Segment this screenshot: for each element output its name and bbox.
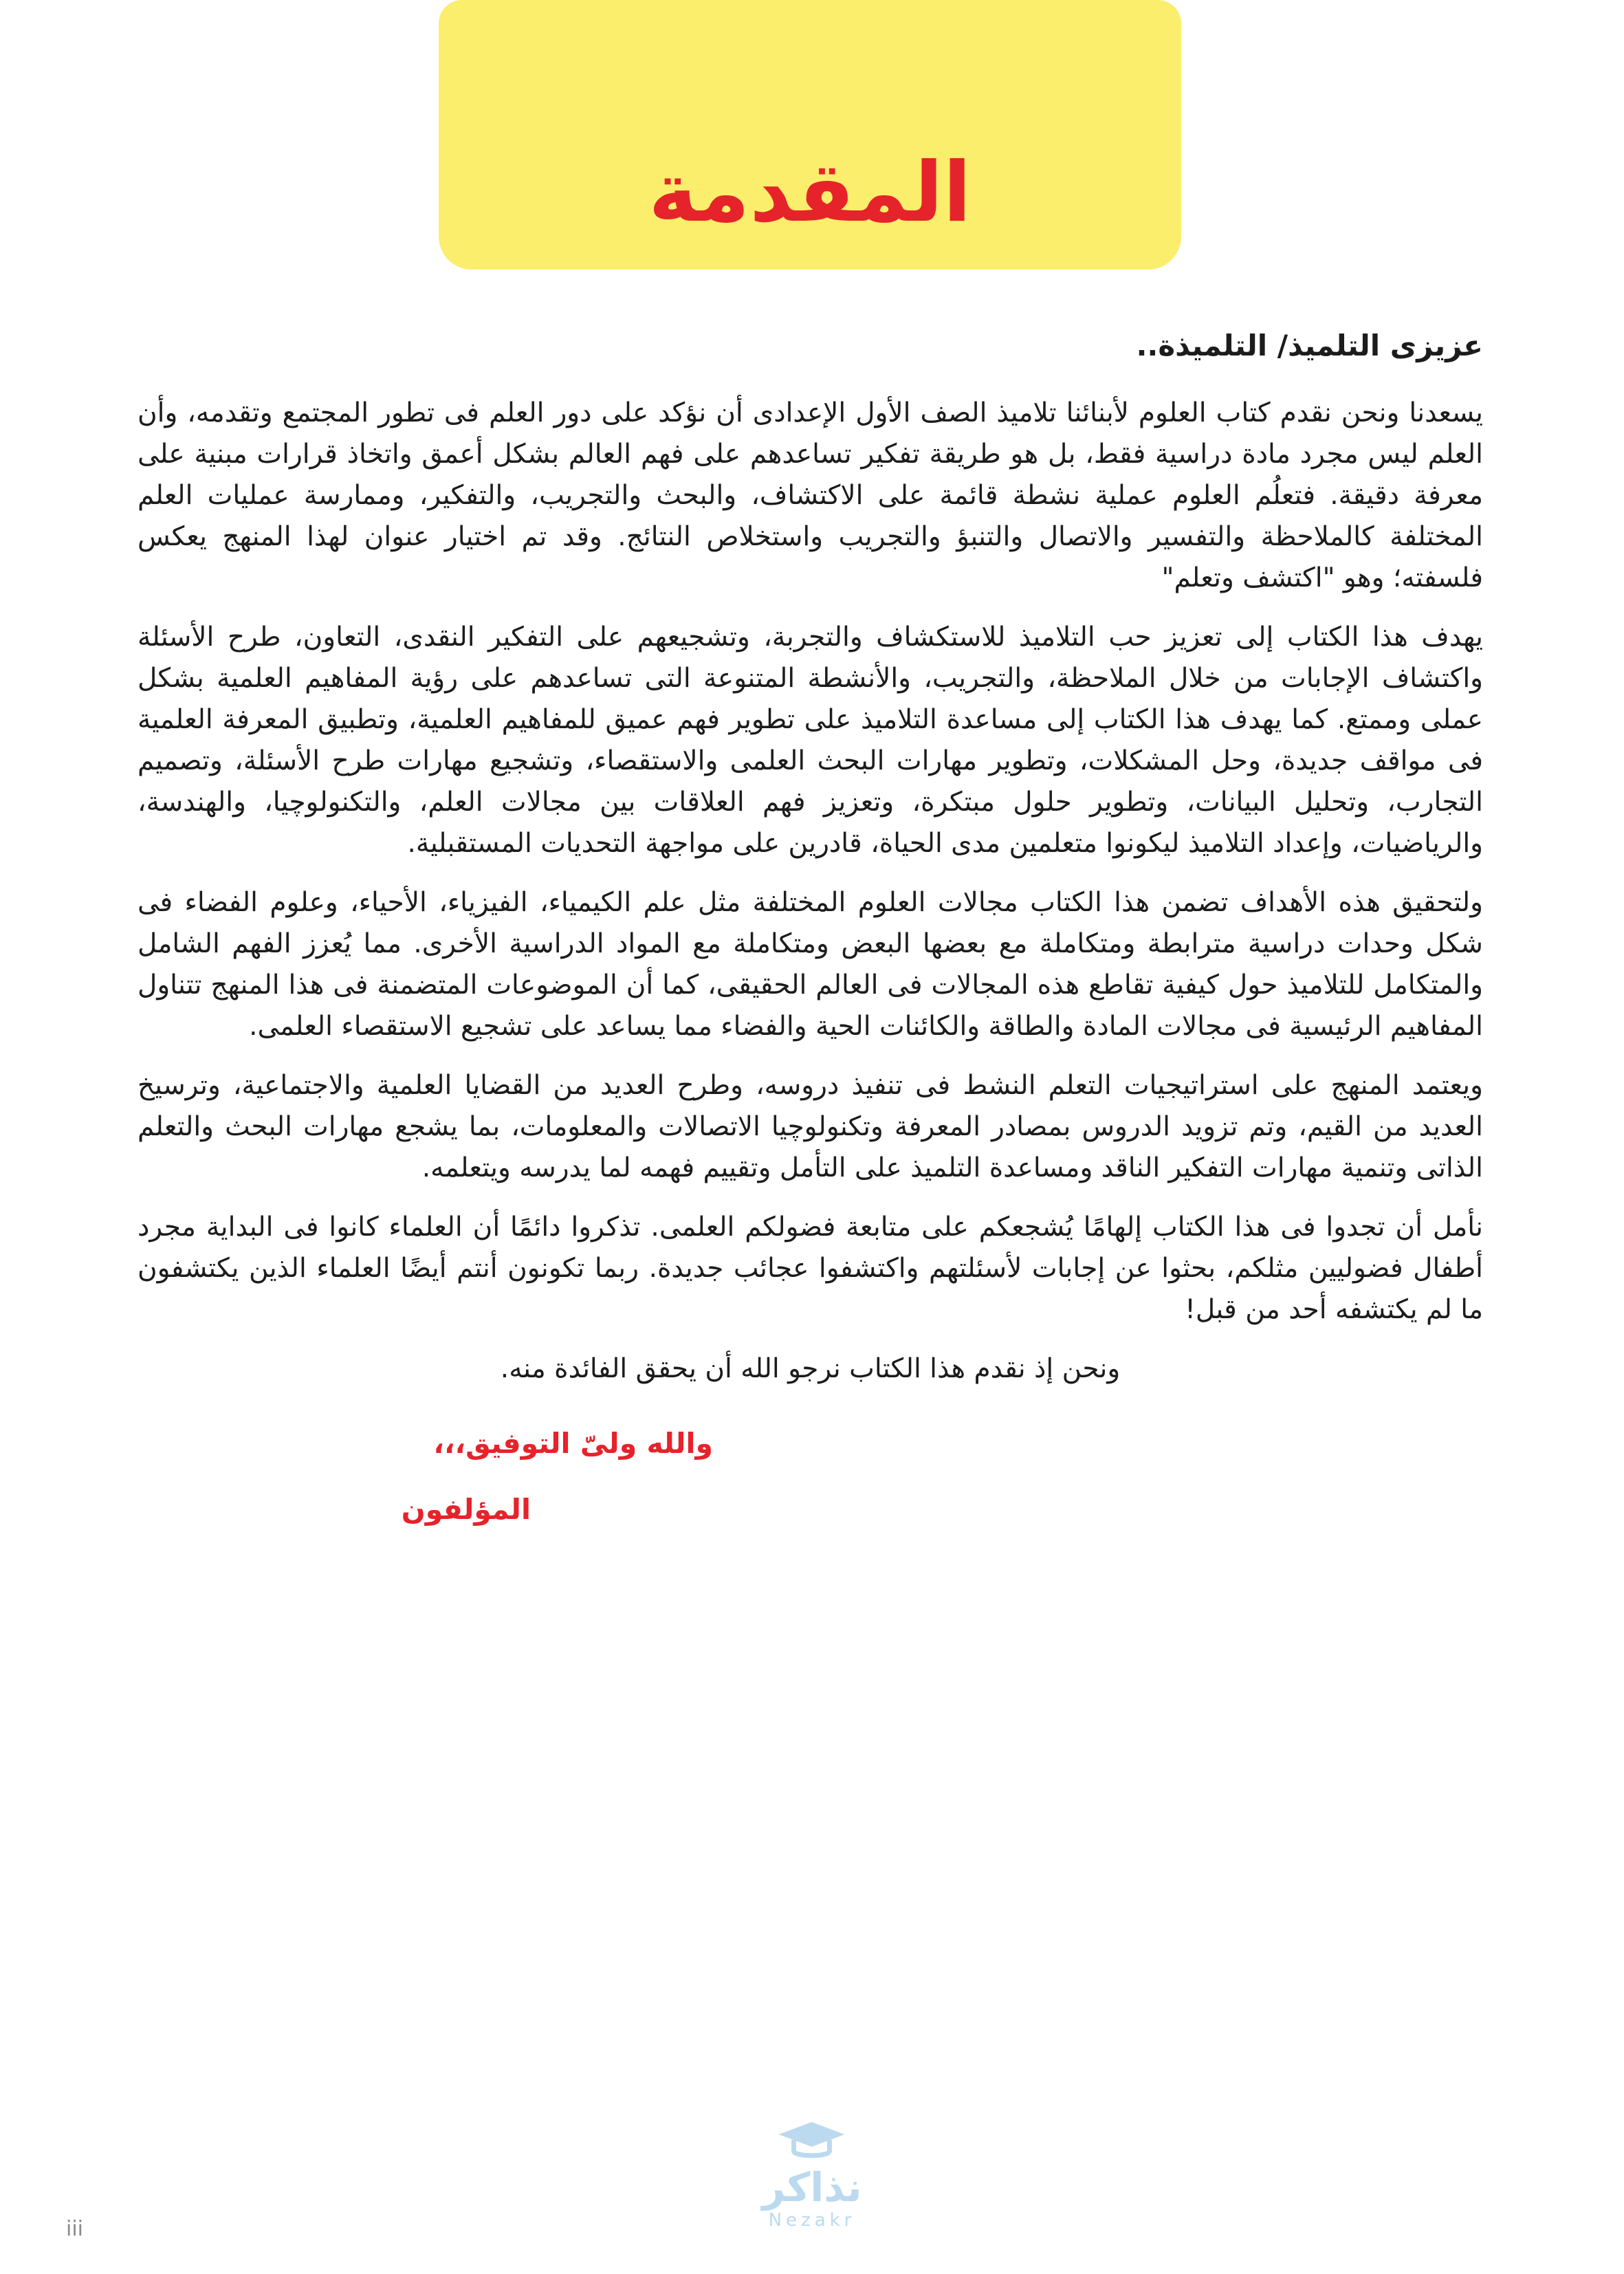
body-paragraph: نأمل أن تجدوا فى هذا الكتاب إلهامًا يُشجعكم على متابعة فضولكم العلمى. تذكروا دائمًا أن العلماء كانوا فى البداية مجرد أطفال فضوليين مثلكم، بحثوا عن إجابات لأسئلتهم واكتشفوا عجائب جديدة. ربما تكونون أنتم أيضًا العلماء الذين يكتشفون ما لم يكتشفه أحد من قبل!: [138, 1212, 1483, 1325]
paragraph-list: [138, 393, 1483, 1331]
body-paragraph: يهدف هذا الكتاب إلى تعزيز حب التلاميذ للاستكشاف والتجربة، وتشجيعهم على التفكير النقدى، التعاون، طرح الأسئلة واكتشاف الإجابات من خلال الملاحظة، والتجريب، والأنشطة المتنوعة التى تساعدهم على رؤية المفاهيم العلمية بشكل عملى وممتع. كما يهدف هذا الكتاب إلى مساعدة التلاميذ على تطوير فهم عميق للمفاهيم العلمية، وتطبيق المعرفة العلمية فى مواقف جديدة، وحل المشكلات، وتطوير مهارات البحث العلمى والاستقصاء، وتشجيع مهارات طرح الأسئلة، وتصميم التجارب، وتحليل البيانات، وتطوير حلول مبتكرة، وتعزيز فهم العلاقات بين مجالات العلم، والتكنولوچيا، والهندسة، والرياضيات، وإعداد التلاميذ ليكونوا متعلمين مدى الحياة، قادرين على مواجهة التحديات المستقبلية.: [138, 622, 1483, 859]
body-paragraph: ولتحقيق هذه الأهداف تضمن هذا الكتاب مجالات العلوم المختلفة مثل علم الكيمياء، الفيزياء، الأحياء، وعلوم الفضاء فى شكل وحدات دراسية مترابطة ومتكاملة مع بعضها البعض ومتكاملة مع المواد الدراسية الأخرى. مما يُعزز الفهم الشامل والمتكامل للتلاميذ حول كيفية تقاطع هذه المجالات فى العالم الحقيقى، كما أن الموضوعات المتضمنة فى هذا المنهج تتناول المفاهيم الرئيسية فى مجالات المادة والطاقة والكائنات الحية والفضاء مما يساعد على تشجيع الاستقصاء العلمى.: [138, 887, 1483, 1042]
watermark-arabic-wordmark: نذاكر: [762, 2164, 862, 2211]
title-banner: [439, 0, 1181, 270]
body-paragraph: يسعدنا ونحن نقدم كتاب العلوم لأبنائنا تلاميذ الصف الأول الإعدادى أن نؤكد على دور العلم فى تطور المجتمع وتقدمه، وأن العلم ليس مجرد مادة دراسية فقط، بل هو طريقة تفكير تساعدهم على فهم العالم بشكل أعمق واتخاذ قرارات مبنية على معرفة دقيقة. فتعلُم العلوم عملية نشطة قائمة على الاكتشاف، والبحث والتجريب، والتفكير، وممارسة عمليات العلم المختلفة كالملاحظة والتفسير والاتصال والتنبؤ والتجريب واستخلاص النتائج. وقد تم اختيار عنوان لهذا المنهج يعكس فلسفته؛ وهو "اكتشف وتعلم": [138, 397, 1483, 593]
watermark-latin-wordmark: Nezakr: [768, 2209, 856, 2231]
graduation-cap-icon: [779, 2122, 845, 2162]
closing-line: ونحن إذ نقدم هذا الكتاب نرجو الله أن يحقق الفائدة منه.: [500, 1353, 1121, 1384]
greeting-line: عزيزى التلميذ/ التلميذة..: [1136, 329, 1483, 362]
page-title: المقدمة: [648, 145, 972, 241]
signature-authors: المؤلفون: [401, 1493, 531, 1526]
page-number: iii: [66, 2217, 84, 2241]
signature-block: [138, 1423, 1483, 1530]
body-content: [138, 329, 1483, 1530]
signature-blessing: والله ولىّ التوفيق،،،: [433, 1427, 713, 1460]
body-paragraph: ويعتمد المنهج على استراتيجيات التعلم النشط فى تنفيذ دروسه، وطرح العديد من القضايا العلمية والاجتماعية، وترسيخ العديد من القيم، وتم تزويد الدروس بمصادر المعرفة وتكنولوچيا الاتصالات والمعلومات، بما يشجع مهارات البحث والتعلم الذاتى وتنمية مهارات التفكير الناقد ومساعدة التلميذ على التأمل وتقييم فهمه لما يدرسه ويتعلمه.: [138, 1070, 1483, 1183]
publisher-watermark: [762, 2122, 862, 2231]
